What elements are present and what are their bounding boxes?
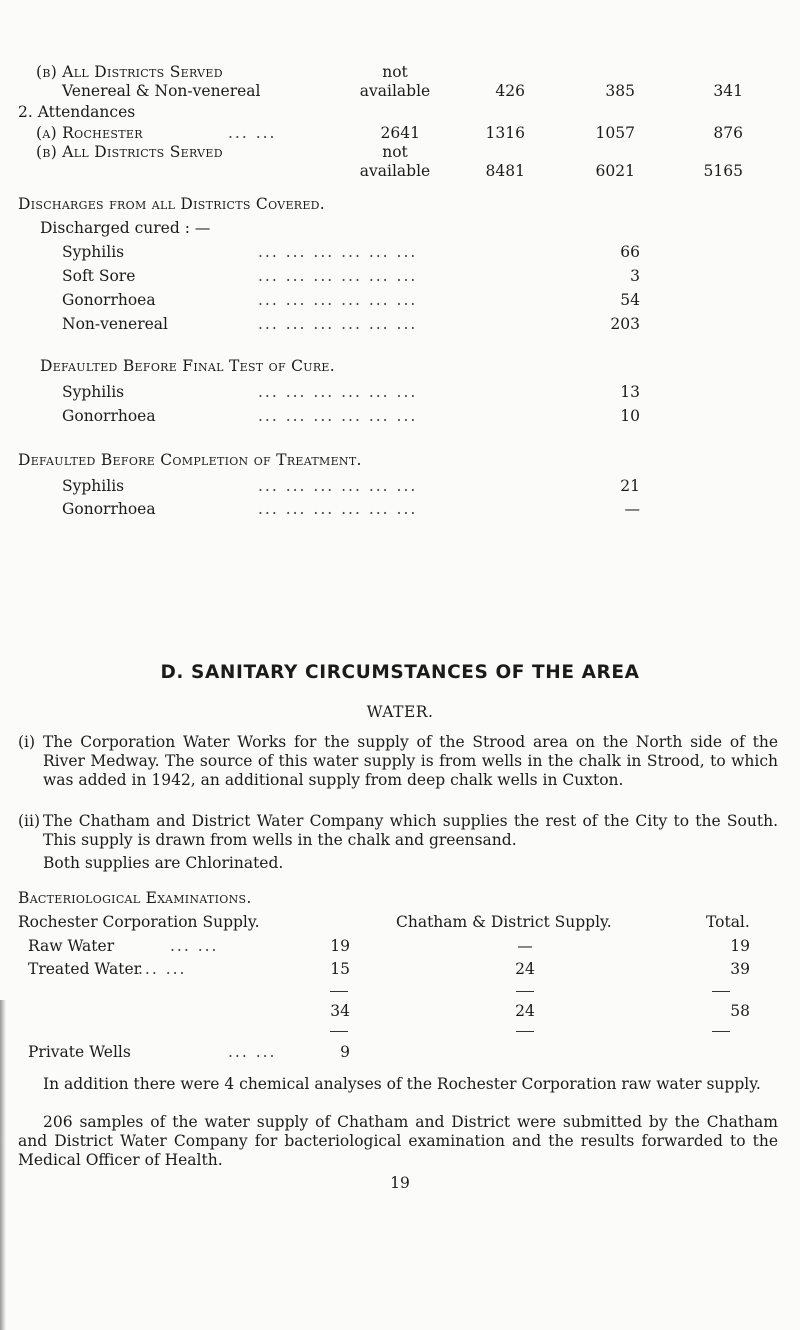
- cell: 19: [330, 937, 350, 955]
- list-item-value: 203: [610, 315, 640, 333]
- leader-dots: ... ...: [138, 960, 187, 978]
- section-heading: Defaulted Before Final Test of Cure.: [40, 357, 335, 375]
- row-label: (b) All Districts Served: [36, 143, 223, 161]
- leader-dots: ... ...: [228, 124, 277, 142]
- list-item-label: Syphilis: [62, 383, 125, 401]
- row-label: Treated Water: [28, 960, 142, 978]
- cell: 341: [713, 82, 743, 100]
- row-label: (a) Rochester: [36, 124, 143, 142]
- cell: 15: [330, 960, 350, 978]
- cell: 2641: [380, 124, 420, 142]
- subheading: Discharged cured : —: [40, 219, 211, 237]
- section-heading: Bacteriological Examinations.: [18, 889, 252, 907]
- attendances-heading: 2. Attendances: [18, 103, 136, 121]
- cell: 6021: [595, 162, 635, 180]
- leader-dots: ... ... ... ... ... ...: [258, 291, 418, 309]
- list-item-label: Non-venereal: [62, 315, 168, 333]
- row-label: (b) All Districts Served: [36, 63, 223, 81]
- cell: 5165: [703, 162, 743, 180]
- cell: 1316: [485, 124, 525, 142]
- cell: 24: [515, 1002, 535, 1020]
- list-item-value: 3: [630, 267, 640, 285]
- list-item-value: 10: [620, 407, 640, 425]
- rule: [330, 991, 348, 992]
- leader-dots: ... ... ... ... ... ...: [258, 243, 418, 261]
- rule: [712, 1031, 730, 1032]
- page-edge-shadow: [0, 1000, 6, 1330]
- list-item-label: Syphilis: [62, 477, 125, 495]
- section-heading: Discharges from all Districts Covered.: [18, 195, 326, 213]
- leader-dots: ... ... ... ... ... ...: [258, 477, 418, 495]
- item-marker: (i): [18, 733, 36, 751]
- list-item-label: Gonorrhoea: [62, 500, 156, 518]
- rule: [330, 1031, 348, 1032]
- cell: 19: [730, 937, 750, 955]
- section-subtitle: WATER.: [366, 703, 434, 721]
- row-label: Venereal & Non-venereal: [62, 82, 261, 100]
- cell: 39: [730, 960, 750, 978]
- leader-dots: ... ... ... ... ... ...: [258, 407, 418, 425]
- list-item-label: Syphilis: [62, 243, 125, 261]
- list-item-value: 21: [620, 477, 640, 495]
- cell: available: [359, 82, 431, 100]
- paragraph: 206 samples of the water supply of Chatham and District were submitted by the Chatham and District Water Company for bacteriological examination and the results forwarded to the Medical Officer of Health.: [18, 1113, 778, 1169]
- column-header: Rochester Corporation Supply.: [18, 913, 260, 931]
- paragraph: The Chatham and District Water Company which supplies the rest of the City to the South. This supply is drawn from wells in the chalk and greensand.: [43, 812, 778, 849]
- leader-dots: ... ... ... ... ... ...: [258, 500, 418, 518]
- list-item-value: 66: [620, 243, 640, 261]
- leader-dots: ... ...: [170, 937, 219, 955]
- cell: 34: [330, 1002, 350, 1020]
- list-item-value: —: [624, 500, 640, 518]
- list-item-label: Gonorrhoea: [62, 407, 156, 425]
- cell: 1057: [595, 124, 635, 142]
- cell: available: [359, 162, 431, 180]
- cell: 58: [730, 1002, 750, 1020]
- cell: 385: [605, 82, 635, 100]
- section-title: D. SANITARY CIRCUMSTANCES OF THE AREA: [160, 662, 640, 683]
- cell: not: [382, 63, 408, 81]
- rule: [516, 991, 534, 992]
- column-header: Total.: [706, 913, 750, 931]
- paragraph: In addition there were 4 chemical analyses of the Rochester Corporation raw water supply.: [43, 1075, 761, 1093]
- cell: —: [517, 937, 533, 955]
- column-header: Chatham & District Supply.: [396, 913, 612, 931]
- list-item-value: 13: [620, 383, 640, 401]
- cell: not: [382, 143, 408, 161]
- list-item-value: 54: [620, 291, 640, 309]
- cell: 876: [713, 124, 743, 142]
- list-item-label: Soft Sore: [62, 267, 136, 285]
- leader-dots: ... ...: [228, 1043, 277, 1061]
- cell: 8481: [485, 162, 525, 180]
- leader-dots: ... ... ... ... ... ...: [258, 383, 418, 401]
- row-label: Raw Water: [28, 937, 115, 955]
- item-marker: (ii): [18, 812, 41, 830]
- page-number: 19: [390, 1174, 410, 1192]
- row-label: Private Wells: [28, 1043, 131, 1061]
- paragraph: The Corporation Water Works for the supply of the Strood area on the North side of the River Medway. The source of this water supply is from wells in the chalk in Strood, to which was added in 1942, an additional supply from deep chalk wells in Cuxton.: [43, 733, 778, 789]
- list-item-label: Gonorrhoea: [62, 291, 156, 309]
- paragraph: Both supplies are Chlorinated.: [43, 854, 284, 872]
- rule: [516, 1031, 534, 1032]
- cell: 9: [340, 1043, 350, 1061]
- leader-dots: ... ... ... ... ... ...: [258, 267, 418, 285]
- rule: [712, 991, 730, 992]
- section-heading: Defaulted Before Completion of Treatment.: [18, 451, 362, 469]
- cell: 24: [515, 960, 535, 978]
- leader-dots: ... ... ... ... ... ...: [258, 315, 418, 333]
- cell: 426: [495, 82, 525, 100]
